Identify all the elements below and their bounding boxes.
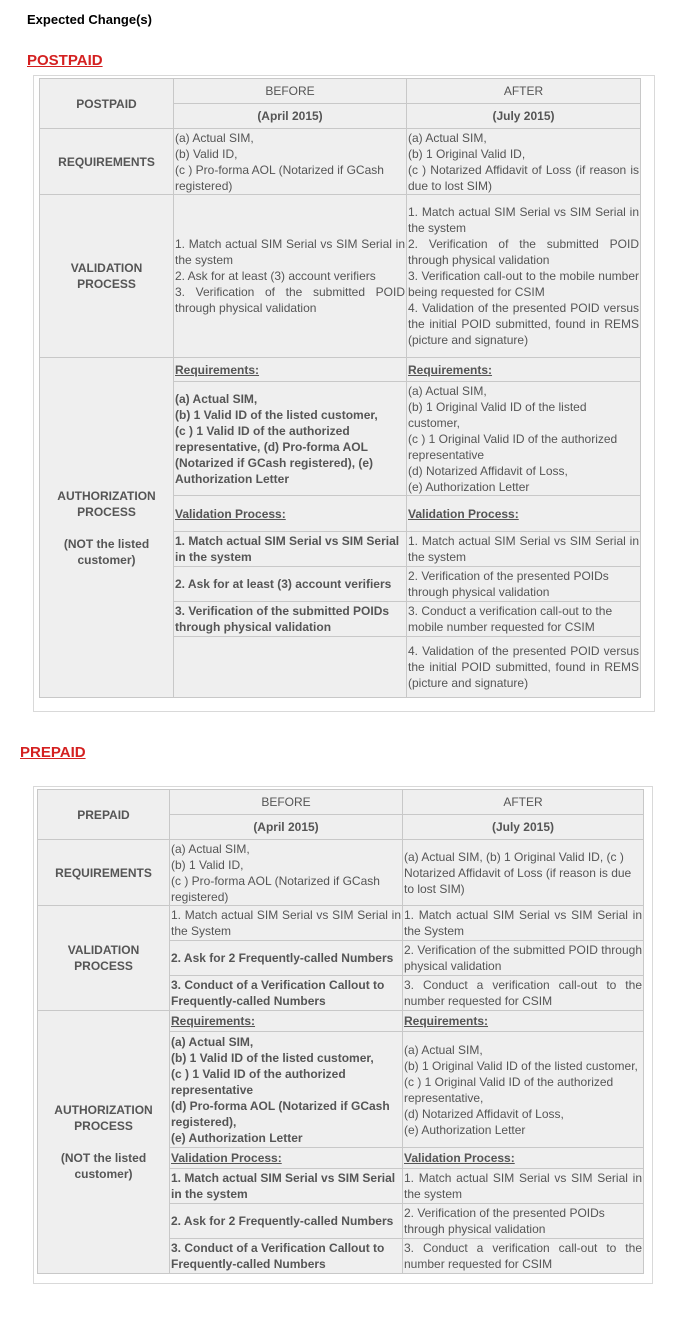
postpaid-corner-cell: POSTPAID [40, 79, 174, 129]
after-header: AFTER [407, 79, 641, 104]
req-before-line: (c ) Pro-forma AOL (Notarized if GCash registered) [175, 162, 384, 193]
val-after-line: 2. Verification of the submitted POID through physical validation [408, 237, 639, 267]
val-after-line: 4. Validation of the presented POID versus the initial POID submitted, found in REMS (picture and signature) [408, 301, 639, 347]
auth-req-before-line: (b) 1 Valid ID of the listed customer, [171, 1050, 374, 1065]
auth-req-heading-before: Requirements: [170, 1011, 403, 1032]
requirements-label: REQUIREMENTS [38, 840, 170, 906]
val-before-3: 3. Conduct of a Verification Callout to Frequently-called Numbers [170, 976, 403, 1011]
val-after-2: 2. Verification of the submitted POID through physical validation [403, 941, 644, 976]
req-after-line: (b) 1 Original Valid ID, [408, 146, 526, 161]
requirements-before-cell [170, 840, 403, 906]
auth-req-after-line: (a) Actual SIM, [404, 1042, 483, 1057]
requirements-after-cell [407, 129, 641, 195]
req-before-line: (b) 1 Valid ID, [171, 857, 244, 872]
validation-after-cell [407, 195, 641, 358]
auth-req-after-cell [403, 1032, 644, 1148]
prepaid-section-label: PREPAID [20, 744, 86, 761]
auth-val-after-3: 3. Conduct a verification call-out to the number requested for CSIM [403, 1239, 644, 1274]
val-before-2: 2. Ask for 2 Frequently-called Numbers [170, 941, 403, 976]
authorization-label: AUTHORIZATION PROCESS [54, 1103, 153, 1133]
authorization-label-cell [38, 1011, 170, 1274]
auth-req-before-cell [170, 1032, 403, 1148]
auth-val-heading-after: Validation Process: [403, 1148, 644, 1169]
authorization-sublabel: (NOT the listed customer) [63, 536, 150, 567]
authorization-label: AUTHORIZATION PROCESS [57, 488, 156, 519]
auth-req-before-line: (c ) 1 Valid ID of the authorized representative [171, 1066, 346, 1097]
auth-req-after-line: (d) Notarized Affidavit of Loss, [404, 1106, 564, 1121]
req-after-line: (c ) Notarized Affidavit of Loss (if reason is due to lost SIM) [408, 162, 639, 193]
auth-req-after-line: (b) 1 Original Valid ID of the listed customer, [408, 399, 587, 430]
auth-val-before-1: 1. Match actual SIM Serial vs SIM Serial in the system [174, 532, 407, 567]
postpaid-section-label: POSTPAID [27, 52, 103, 69]
auth-req-after-line: (d) Notarized Affidavit of Loss, [408, 463, 568, 478]
requirements-after-cell: (a) Actual SIM, (b) 1 Original Valid ID, (c ) Notarized Affidavit of Loss (if reason is due to lost SIM) [403, 840, 644, 906]
req-before-line: (a) Actual SIM, [171, 841, 250, 856]
postpaid-table [39, 78, 641, 698]
before-date: (April 2015) [170, 815, 403, 840]
auth-val-after-2: 2. Verification of the presented POIDs through physical validation [403, 1204, 644, 1239]
auth-req-before-line: (e) Authorization Letter [171, 1130, 303, 1145]
auth-req-after-cell [407, 382, 641, 496]
validation-before-cell [174, 195, 407, 358]
auth-req-after-line: (b) 1 Original Valid ID of the listed customer, [404, 1058, 638, 1073]
val-before-1: 1. Match actual SIM Serial vs SIM Serial in the System [170, 906, 403, 941]
validation-label: VALIDATION PROCESS [40, 195, 174, 358]
auth-req-before-line: (a) Actual SIM, [175, 391, 258, 406]
auth-val-before-3: 3. Verification of the submitted POIDs through physical validation [174, 602, 407, 637]
auth-req-after-line: (c ) 1 Original Valid ID of the authorized representative [408, 431, 618, 462]
requirements-label: REQUIREMENTS [40, 129, 174, 195]
auth-req-before-cell [174, 382, 407, 496]
authorization-sublabel: (NOT the listed customer) [60, 1151, 147, 1181]
req-before-line: (b) Valid ID, [175, 146, 238, 161]
before-header: BEFORE [174, 79, 407, 104]
auth-req-before-line: (b) 1 Valid ID of the listed customer, [175, 407, 378, 422]
val-after-1: 1. Match actual SIM Serial vs SIM Serial in the System [403, 906, 644, 941]
val-before-line: 1. Match actual SIM Serial vs SIM Serial in the system [175, 237, 405, 267]
auth-val-after-4: 4. Validation of the presented POID versus the initial POID submitted, found in REMS (picture and signature) [407, 637, 641, 698]
auth-req-heading-after: Requirements: [403, 1011, 644, 1032]
auth-req-after-line: (e) Authorization Letter [404, 1122, 526, 1137]
auth-val-after-3: 3. Conduct a verification call-out to the mobile number requested for CSIM [407, 602, 641, 637]
requirements-before-cell [174, 129, 407, 195]
auth-val-after-1: 1. Match actual SIM Serial vs SIM Serial in the system [407, 532, 641, 567]
page-heading: Expected Change(s) [27, 12, 152, 27]
after-date: (July 2015) [407, 104, 641, 129]
auth-req-before-line: (a) Actual SIM, [171, 1034, 254, 1049]
req-before-line: (a) Actual SIM, [175, 130, 254, 145]
val-before-line: 2. Ask for at least (3) account verifiers [175, 269, 376, 283]
before-header: BEFORE [170, 790, 403, 815]
val-after-line: 3. Verification call-out to the mobile number being requested for CSIM [408, 269, 639, 299]
auth-req-after-line: (a) Actual SIM, [408, 383, 487, 398]
auth-req-before-line: (c ) 1 Valid ID of the authorized representative, (d) Pro-forma AOL (Notarized if GCash registered), (e) Authorization Letter [175, 423, 374, 486]
req-after-line: (a) Actual SIM, [408, 130, 487, 145]
auth-val-heading-before: Validation Process: [174, 496, 407, 532]
auth-val-before-1: 1. Match actual SIM Serial vs SIM Serial in the system [170, 1169, 403, 1204]
before-date: (April 2015) [174, 104, 407, 129]
validation-label: VALIDATION PROCESS [38, 906, 170, 1011]
auth-req-before-line: (d) Pro-forma AOL (Notarized if GCash registered), [171, 1098, 390, 1129]
auth-val-heading-before: Validation Process: [170, 1148, 403, 1169]
auth-req-after-line: (e) Authorization Letter [408, 479, 530, 494]
val-before-line: 3. Verification of the submitted POID through physical validation [175, 285, 405, 315]
auth-val-heading-after: Validation Process: [407, 496, 641, 532]
auth-req-heading-after: Requirements: [407, 358, 641, 382]
authorization-label-cell [40, 358, 174, 698]
prepaid-table [37, 789, 644, 1274]
auth-req-after-line: (c ) 1 Original Valid ID of the authorized representative, [404, 1074, 614, 1105]
prepaid-corner-cell: PREPAID [38, 790, 170, 840]
auth-val-before-3: 3. Conduct of a Verification Callout to Frequently-called Numbers [170, 1239, 403, 1274]
auth-val-after-1: 1. Match actual SIM Serial vs SIM Serial in the system [403, 1169, 644, 1204]
after-header: AFTER [403, 790, 644, 815]
auth-req-heading-before: Requirements: [174, 358, 407, 382]
auth-val-after-2: 2. Verification of the presented POIDs through physical validation [407, 567, 641, 602]
req-before-line: (c ) Pro-forma AOL (Notarized if GCash registered) [171, 873, 380, 904]
after-date: (July 2015) [403, 815, 644, 840]
auth-val-before-4 [174, 637, 407, 698]
val-after-line: 1. Match actual SIM Serial vs SIM Serial in the system [408, 205, 639, 235]
auth-val-before-2: 2. Ask for at least (3) account verifiers [174, 567, 407, 602]
val-after-3: 3. Conduct a verification call-out to the number requested for CSIM [403, 976, 644, 1011]
auth-val-before-2: 2. Ask for 2 Frequently-called Numbers [170, 1204, 403, 1239]
